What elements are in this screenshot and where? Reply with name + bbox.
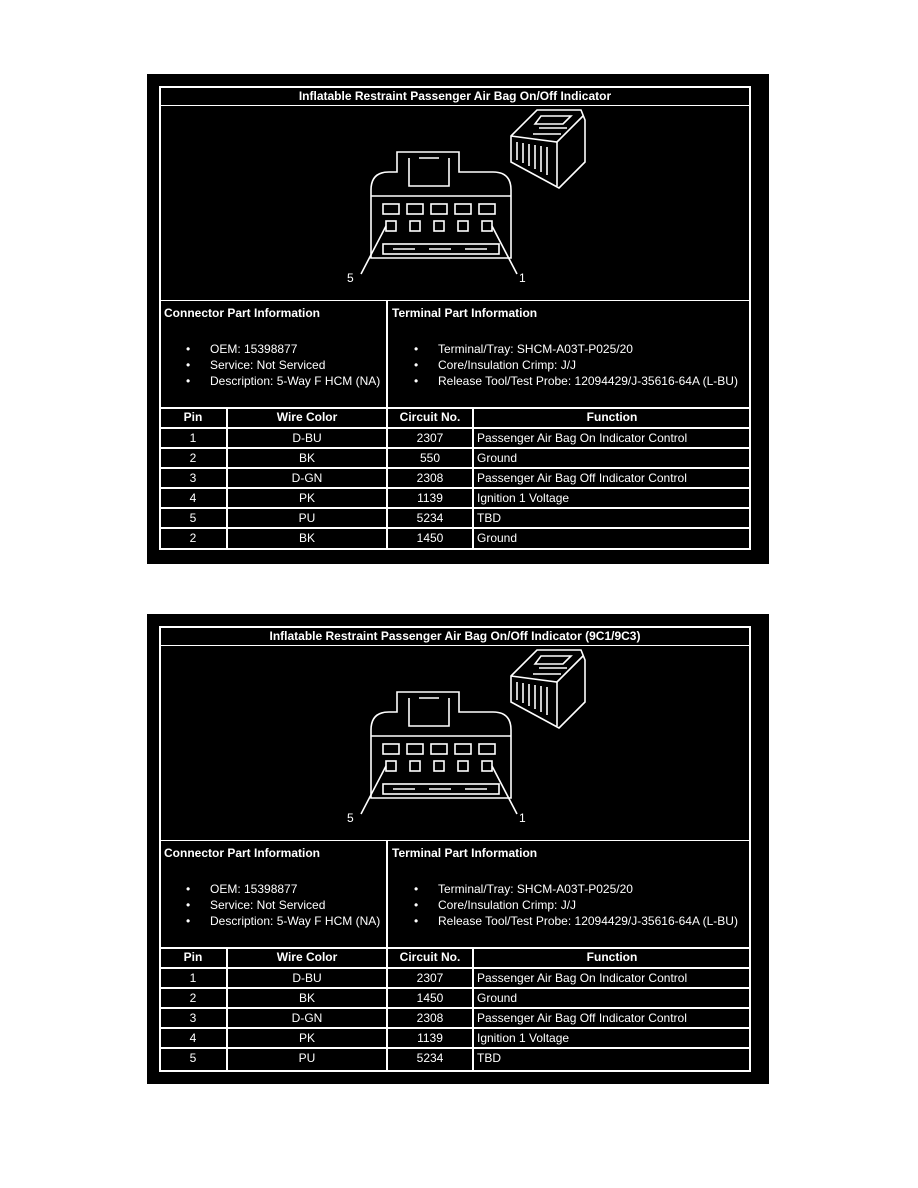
cell-pin: 3 [159,468,227,488]
list-item: • Core/Insulation Crimp: J/J [414,357,738,373]
cell-wire-color: BK [227,528,387,550]
connector-info-heading: Connector Part Information [164,306,321,320]
cell-wire-color: D-GN [227,468,387,488]
cell-pin: 4 [159,1028,227,1048]
list-item: • Core/Insulation Crimp: J/J [414,897,738,913]
col-header-circuit: Circuit No. [387,408,473,428]
cell-circuit: 2308 [387,468,473,488]
list-item: • Description: 5-Way F HCM (NA) [186,913,380,929]
cell-circuit: 5234 [387,1048,473,1072]
cell-pin: 5 [159,508,227,528]
terminal-info-heading: Terminal Part Information [392,846,538,860]
list-item: • Service: Not Serviced [186,897,380,913]
col-header-wire-color: Wire Color [227,948,387,968]
pin-1-label: 1 [519,811,526,825]
list-item: • OEM: 15398877 [186,881,380,897]
connector-info-heading: Connector Part Information [164,846,321,860]
connector-drawing [161,646,749,840]
cell-circuit: 2307 [387,428,473,448]
connector-part-info [159,840,387,948]
cell-circuit: 2308 [387,1008,473,1028]
cell-wire-color: PK [227,488,387,508]
cell-function: Passenger Air Bag Off Indicator Control [473,1008,751,1028]
pin-5-label: 5 [347,811,354,825]
list-item: • Service: Not Serviced [186,357,380,373]
connector-part-info [159,300,387,408]
terminal-part-info [387,840,751,948]
cell-function: Passenger Air Bag On Indicator Control [473,968,751,988]
cell-function: Ignition 1 Voltage [473,488,751,508]
pin-1-label: 1 [519,271,526,285]
cell-function: Passenger Air Bag On Indicator Control [473,428,751,448]
cell-wire-color: D-BU [227,428,387,448]
cell-pin: 1 [159,428,227,448]
cell-function: Passenger Air Bag Off Indicator Control [473,468,751,488]
cell-wire-color: D-GN [227,1008,387,1028]
cell-wire-color: BK [227,988,387,1008]
panel-title: Inflatable Restraint Passenger Air Bag On/Off Indicator [159,86,751,106]
terminal-part-info [387,300,751,408]
col-header-pin: Pin [159,948,227,968]
connector-drawing [161,106,749,300]
cell-circuit: 2307 [387,968,473,988]
cell-pin: 5 [159,1048,227,1072]
col-header-wire-color: Wire Color [227,408,387,428]
cell-pin: 2 [159,988,227,1008]
cell-function: Ground [473,448,751,468]
cell-function: TBD [473,508,751,528]
col-header-function: Function [473,948,751,968]
cell-wire-color: D-BU [227,968,387,988]
cell-pin: 2 [159,528,227,550]
list-item: • OEM: 15398877 [186,341,380,357]
cell-function: TBD [473,1048,751,1072]
cell-wire-color: PU [227,508,387,528]
col-header-circuit: Circuit No. [387,948,473,968]
cell-pin: 4 [159,488,227,508]
cell-function: Ground [473,988,751,1008]
list-item: • Release Tool/Test Probe: 12094429/J-35616-64A (L-BU) [414,373,738,389]
cell-circuit: 1450 [387,988,473,1008]
cell-circuit: 5234 [387,508,473,528]
cell-pin: 2 [159,448,227,468]
list-item: • Terminal/Tray: SHCM-A03T-P025/20 [414,341,738,357]
cell-pin: 1 [159,968,227,988]
list-item: • Description: 5-Way F HCM (NA) [186,373,380,389]
cell-function: Ground [473,528,751,550]
cell-wire-color: PK [227,1028,387,1048]
panel-title: Inflatable Restraint Passenger Air Bag On/Off Indicator (9C1/9C3) [159,626,751,646]
cell-circuit: 550 [387,448,473,468]
cell-wire-color: PU [227,1048,387,1072]
list-item: • Terminal/Tray: SHCM-A03T-P025/20 [414,881,738,897]
cell-circuit: 1139 [387,488,473,508]
col-header-pin: Pin [159,408,227,428]
cell-function: Ignition 1 Voltage [473,1028,751,1048]
connector-panel-2 [147,614,769,1084]
pin-5-label: 5 [347,271,354,285]
cell-wire-color: BK [227,448,387,468]
list-item: • Release Tool/Test Probe: 12094429/J-35616-64A (L-BU) [414,913,738,929]
cell-circuit: 1450 [387,528,473,550]
terminal-info-heading: Terminal Part Information [392,306,538,320]
connector-panel-1 [147,74,769,564]
cell-pin: 3 [159,1008,227,1028]
col-header-function: Function [473,408,751,428]
cell-circuit: 1139 [387,1028,473,1048]
